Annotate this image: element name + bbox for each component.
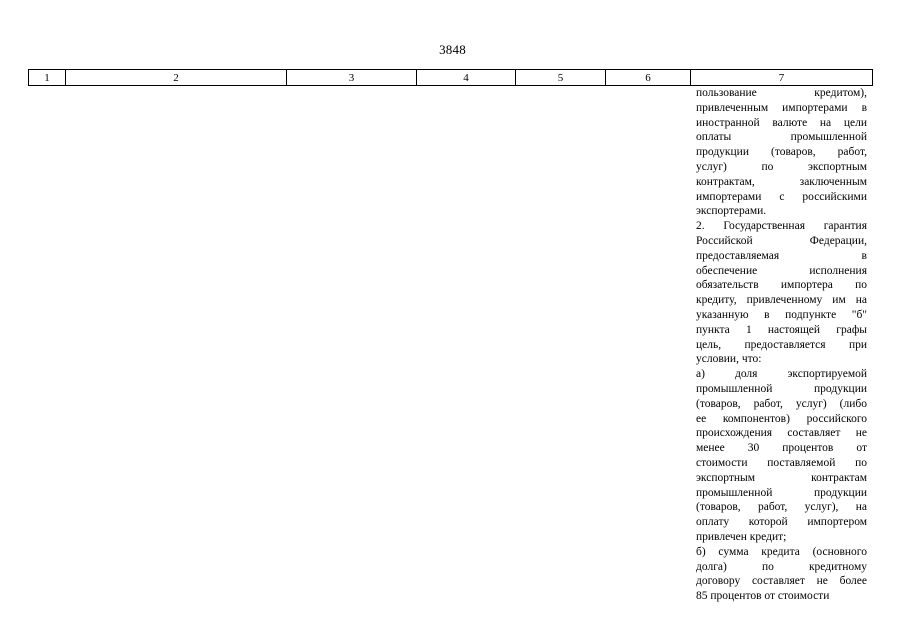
- text-line: экспортным контрактам: [696, 471, 867, 484]
- text-line: Российской Федерации,: [696, 234, 867, 247]
- text-line: пункта 1 настоящей графы: [696, 323, 867, 336]
- text-line: стоимости поставляемой по: [696, 456, 867, 469]
- text-line: б) сумма кредита (основного: [696, 545, 867, 558]
- text-line: 85 процентов от стоимости: [696, 590, 830, 603]
- text-line: предоставляемая в: [696, 249, 867, 262]
- column-number-7: 7: [691, 70, 873, 86]
- header-row: [29, 70, 873, 86]
- text-line: иностранной валюте на цели: [696, 116, 867, 129]
- text-line: услуг) по экспортным: [696, 160, 867, 173]
- page-number: 3848: [439, 42, 466, 57]
- text-line: цель, предоставляется при: [696, 338, 867, 351]
- column-7-text: [696, 86, 867, 604]
- column-number-3: 3: [287, 70, 417, 86]
- text-line: условии, что:: [696, 353, 762, 366]
- column-number-1: 1: [29, 70, 66, 86]
- text-line: (товаров, работ, услуг) (либо: [696, 397, 867, 410]
- text-line: привлечен кредит;: [696, 530, 787, 543]
- text-line: импортерами с российскими: [696, 190, 867, 203]
- text-line: промышленной продукции: [696, 382, 867, 395]
- text-line: происхождения составляет не: [696, 427, 867, 440]
- text-line: привлеченным импортерами в: [696, 101, 867, 114]
- text-line: оплату которой импортером: [696, 516, 867, 529]
- text-line: кредиту, привлеченному им на: [696, 294, 867, 307]
- column-number-4: 4: [417, 70, 516, 86]
- text-line: договору составляет не более: [696, 575, 867, 588]
- text-line: обязательств импортера по: [696, 279, 867, 292]
- column-number-2: 2: [66, 70, 287, 86]
- text-line: обеспечение исполнения: [696, 264, 867, 277]
- text-line: продукции (товаров, работ,: [696, 146, 867, 159]
- text-line: экспортерами.: [696, 205, 767, 218]
- text-line: ее компонентов) российского: [696, 412, 867, 425]
- text-line: пользование кредитом),: [696, 87, 867, 99]
- text-line: промышленной продукции: [696, 486, 867, 499]
- text-line: указанную в подпункте "б": [696, 308, 867, 321]
- text-line: долга) по кредитному: [696, 560, 867, 573]
- text-line: оплаты промышленной: [696, 131, 867, 144]
- text-line: менее 30 процентов от: [696, 442, 867, 455]
- text-line: контрактам, заключенным: [696, 175, 867, 188]
- text-line: а) доля экспортируемой: [696, 368, 867, 381]
- column-number-header-table: [28, 69, 873, 86]
- text-line: (товаров, работ, услуг), на: [696, 501, 867, 514]
- column-number-5: 5: [516, 70, 606, 86]
- column-number-6: 6: [606, 70, 691, 86]
- text-line: 2. Государственная гарантия: [696, 220, 867, 233]
